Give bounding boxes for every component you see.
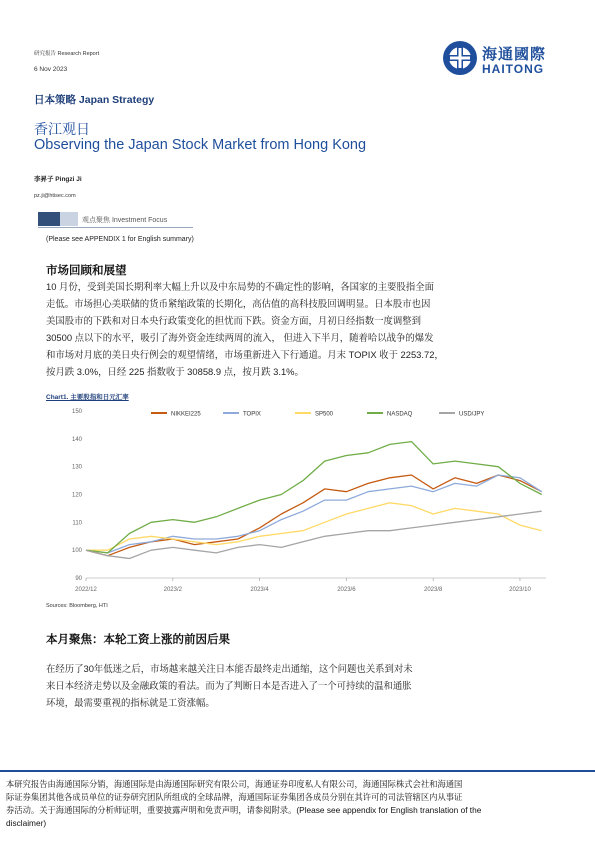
focus-bar-light bbox=[60, 212, 78, 226]
paragraph-line: 按月跌 3.0%，日经 225 指数收于 30858.9 点，按月跌 3.1%。 bbox=[46, 366, 304, 377]
disclaimer-line: 本研究报告由海通国际分销，海通国际是由海通国际研究有限公司，海通证券印度私人有限公司，海通国际株式会社和海通国 bbox=[6, 779, 463, 789]
y-tick-label: 100 bbox=[71, 548, 82, 555]
section-heading-market-review: 市场回顾和展望 bbox=[46, 265, 127, 277]
report-date: 6 Nov 2023 bbox=[34, 66, 68, 73]
x-tick-label: 2022/12 bbox=[75, 587, 97, 593]
author-name: 李昇子 Pingzi Ji bbox=[34, 176, 82, 183]
chart-caption: Chart1. 主要股指和日元汇率 bbox=[46, 394, 129, 401]
paragraph-line: 10 月份，受到美国长期利率大幅上升以及中东局势的不确定性的影响，各国家的主要股指全面 bbox=[46, 281, 435, 292]
x-tick-label: 2023/4 bbox=[250, 587, 269, 593]
section-strategy-label: 日本策略 Japan Strategy bbox=[34, 94, 155, 106]
disclaimer-line: 际证券集团其他各成员单位的证券研究团队所组成的全球品牌，海通国际证券集团各成员分别在其许可的司法管辖区内从事证 bbox=[6, 792, 463, 802]
series-line-sp500 bbox=[86, 503, 542, 550]
y-tick-label: 110 bbox=[72, 520, 82, 527]
paragraph-line: 来日本经济走势以及金融政策的看法。而为了判断日本是否进入了一个可持续的温和通胀 bbox=[46, 680, 412, 691]
x-tick-label: 2023/10 bbox=[509, 587, 531, 593]
x-tick-label: 2023/2 bbox=[163, 587, 182, 593]
brand-name-cn: 海通國際 bbox=[482, 46, 547, 63]
page-title-cn: 香江观日 bbox=[34, 121, 90, 137]
report-type: 研究报告 Research Report bbox=[34, 51, 100, 57]
series-line-usd-jpy bbox=[86, 511, 542, 558]
footer-disclaimer bbox=[6, 778, 591, 830]
focus-bar-dark bbox=[38, 212, 60, 226]
market-review-paragraph bbox=[46, 278, 556, 380]
page-title-en: Observing the Japan Stock Market from Hong Kong bbox=[34, 137, 367, 153]
footer-divider bbox=[0, 770, 595, 772]
legend-label: NASDAQ bbox=[387, 411, 413, 418]
paragraph-line: 美国股市的下跌和对日本央行政策变化的担忧而下跌。资金方面，月初日经指数一度调整到 bbox=[46, 315, 422, 326]
series-line-topix bbox=[86, 475, 542, 553]
legend-label: TOPIX bbox=[243, 411, 261, 418]
y-tick-label: 90 bbox=[75, 576, 82, 582]
legend-label: SP500 bbox=[315, 411, 334, 418]
y-tick-label: 120 bbox=[71, 492, 82, 499]
y-tick-label: 130 bbox=[71, 464, 82, 471]
haitong-logo-icon bbox=[442, 40, 478, 76]
monthly-focus-paragraph bbox=[46, 660, 556, 711]
investment-focus-label: 观点聚焦 Investment Focus bbox=[82, 217, 168, 224]
legend-label: NIKKEI225 bbox=[171, 411, 201, 418]
y-tick-label: 140 bbox=[71, 436, 82, 443]
chart-sources: Sources: Bloomberg, HTI bbox=[46, 603, 108, 609]
brand-name-en: HAITONG bbox=[482, 62, 545, 76]
legend-label: USD/JPY bbox=[459, 411, 485, 418]
disclaimer-line: 券活动。关于海通国际的分析师证明，重要披露声明和免责声明，请参阅附录。(Please see appendix for English translation of the bbox=[6, 805, 482, 815]
paragraph-line: 在经历了30年低迷之后，市场越来越关注日本能否最终走出通缩，这个问题也关系到对未 bbox=[46, 663, 413, 674]
series-line-nikkei225 bbox=[86, 475, 542, 556]
paragraph-line: 环境，最需要重视的指标就是工资涨幅。 bbox=[46, 697, 215, 708]
paragraph-line: 和市场对月底的美日央行例会的观望情绪，市场重新进入下行通道。月末 TOPIX 收于 2253.72， bbox=[46, 349, 444, 360]
author-email[interactable]: pz.ji@htisec.com bbox=[34, 193, 76, 199]
y-tick-label: 150 bbox=[71, 409, 82, 415]
paragraph-line: 30500 点以下的水平，吸引了海外资金连续两周的流入， 但进入下半月，随着哈以战争的爆发 bbox=[46, 332, 434, 343]
x-tick-label: 2023/6 bbox=[337, 587, 356, 593]
x-tick-label: 2023/8 bbox=[423, 587, 443, 593]
index-chart-container bbox=[46, 403, 551, 598]
disclaimer-line: disclaimer) bbox=[6, 818, 47, 828]
appendix-note: (Please see APPENDIX 1 for English summary) bbox=[46, 236, 194, 243]
paragraph-line: 走低。市场担心美联储的货币紧缩政策的长期化，高估值的高科技股回调明显。日本股市也因 bbox=[46, 298, 431, 309]
index-line-chart bbox=[46, 403, 551, 598]
section-heading-monthly-focus: 本月聚焦：本轮工资上涨的前因后果 bbox=[46, 634, 230, 646]
focus-divider bbox=[38, 227, 193, 228]
